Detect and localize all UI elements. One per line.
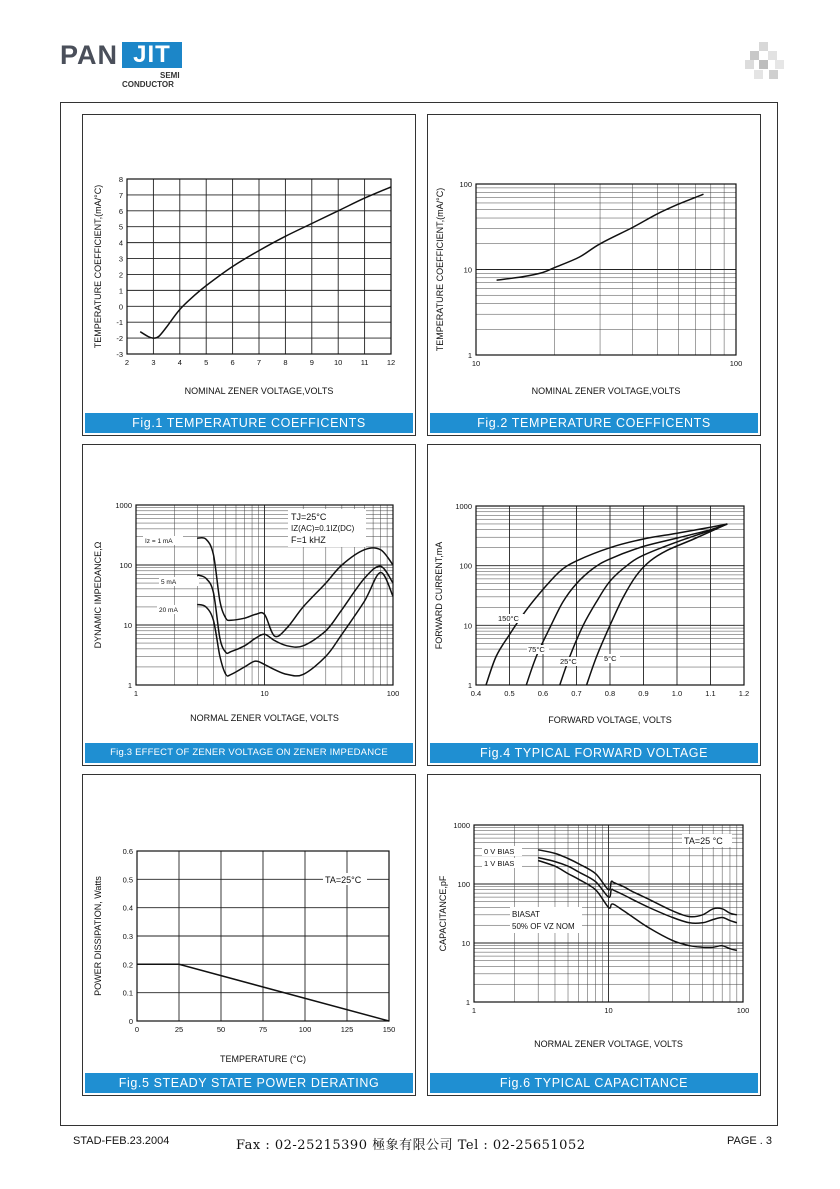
y-tick-label: 1000 [455, 502, 472, 511]
x-tick-label: 10 [604, 1006, 613, 1015]
x-tick-label: 3 [151, 358, 156, 367]
x-tick-label: 0.4 [470, 689, 482, 698]
y-axis-label: TEMPERATURE COEFFICIENT,(mA/°C) [93, 184, 103, 349]
y-tick-label: 100 [459, 561, 472, 571]
series-label: 20 mA [159, 607, 178, 614]
y-tick-label: 100 [459, 180, 472, 189]
x-tick-label: 50 [216, 1025, 226, 1034]
x-tick-label: 75 [258, 1025, 268, 1034]
fig4-caption: Fig.4 TYPICAL FORWARD VOLTAGE [430, 743, 758, 763]
x-tick-label: 2 [124, 358, 130, 367]
y-tick-label: -3 [116, 350, 123, 359]
x-tick-label: 0.7 [571, 689, 582, 698]
x-tick-label: 0.6 [537, 689, 549, 698]
fig2-chart [428, 115, 762, 437]
bias-annotation: BIASAT [512, 910, 540, 919]
y-tick-label: 1 [127, 681, 132, 690]
series-label: 150°C [498, 614, 519, 623]
logo-jit-text: JIT [122, 42, 182, 68]
y-tick-label: 10 [461, 939, 470, 948]
footer-contact: Fax : 02-25215390 極象有限公司 Tel : 02-25651052 [236, 1138, 586, 1153]
x-tick-label: 0 [134, 1025, 140, 1034]
x-tick-label: 1 [133, 689, 139, 698]
x-tick-label: 100 [736, 1006, 750, 1015]
ta-annotation: TA=25 °C [684, 836, 723, 846]
x-tick-label: 25 [174, 1025, 184, 1034]
y-tick-label: 1 [467, 351, 472, 360]
x-axis-label: NORMAL ZENER VOLTAGE, VOLTS [534, 1039, 683, 1049]
iz-annotation: IZ(AC)=0.1IZ(DC) [291, 524, 355, 533]
y-tick-label: 5 [118, 222, 123, 232]
fig6-panel [427, 774, 761, 1096]
y-tick-label: 6 [118, 206, 123, 216]
fig3-panel [82, 444, 416, 766]
fig1-caption: Fig.1 TEMPERATURE COEFFICENTS [85, 413, 413, 433]
series-line [197, 566, 393, 653]
x-axis-label: NOMINAL ZENER VOLTAGE,VOLTS [184, 386, 334, 396]
decorative-squares-icon [745, 42, 785, 82]
y-tick-label: 10 [463, 265, 472, 275]
y-tick-label: 0.6 [122, 847, 133, 856]
series-label: 75°C [528, 645, 545, 654]
y-tick-label: 0 [128, 1017, 133, 1026]
fig5-chart [83, 775, 417, 1097]
fig6-chart [428, 775, 762, 1097]
x-tick-label: 11 [360, 358, 369, 367]
x-tick-label: 10 [334, 358, 343, 367]
y-tick-label: 0 [118, 302, 123, 312]
y-tick-label: 0.1 [122, 988, 133, 998]
x-tick-label: 9 [309, 358, 314, 367]
x-tick-label: 1.0 [671, 689, 683, 698]
y-axis-label: DYNAMIC IMPEDANCE,Ω [93, 541, 103, 649]
x-tick-label: 100 [729, 359, 743, 368]
x-tick-label: 10 [471, 359, 481, 368]
y-tick-label: 2 [118, 270, 123, 280]
x-tick-label: 1.2 [738, 689, 750, 698]
freq-annotation: F=1 kHZ [291, 535, 326, 545]
tj-annotation: TJ=25°C [291, 512, 327, 522]
x-tick-label: 4 [177, 358, 182, 367]
x-tick-label: 5 [204, 358, 209, 367]
y-tick-label: 10 [463, 621, 472, 631]
series-label: 5 mA [161, 579, 177, 586]
fig3-chart [83, 445, 417, 767]
y-tick-label: 3 [118, 254, 123, 264]
logo-conductor-text: CONDUCTOR [122, 80, 174, 89]
x-tick-label: 8 [283, 358, 288, 367]
series-line [140, 187, 391, 338]
fig4-panel [427, 444, 761, 766]
y-axis-label: TEMPERATURE COEFFICIENT,(mA/°C) [435, 187, 445, 352]
series-line [526, 524, 727, 685]
y-tick-label: 1 [118, 286, 123, 296]
x-tick-label: 125 [340, 1025, 354, 1034]
fig5-caption: Fig.5 STEADY STATE POWER DERATING [85, 1073, 413, 1093]
x-tick-label: 6 [230, 358, 235, 367]
y-tick-label: 0.4 [122, 903, 133, 913]
y-tick-label: -2 [116, 334, 123, 344]
x-axis-label: NOMINAL ZENER VOLTAGE,VOLTS [531, 386, 681, 396]
y-tick-label: 0.2 [122, 960, 133, 970]
y-tick-label: -1 [116, 318, 123, 328]
y-tick-label: 4 [118, 238, 123, 248]
y-tick-label: 0.3 [122, 932, 133, 941]
y-axis-label: FORWARD CURRENT,mA [434, 541, 444, 650]
series-label: 25°C [560, 657, 577, 666]
series-label: 0 V BIAS [484, 847, 515, 856]
fig5-panel [82, 774, 416, 1096]
x-tick-label: 7 [256, 358, 262, 367]
logo-pan-text: PAN [60, 40, 119, 70]
series-label: 5°C [604, 654, 617, 663]
x-tick-label: 100 [298, 1025, 312, 1034]
fig6-caption: Fig.6 TYPICAL CAPACITANCE [430, 1073, 758, 1093]
series-line [197, 572, 393, 676]
series-label: Iz = 1 mA [145, 538, 173, 545]
fig1-panel [82, 114, 416, 436]
footer-page: PAGE . 3 [727, 1135, 773, 1147]
x-axis-label: FORWARD VOLTAGE, VOLTS [548, 715, 672, 725]
y-tick-label: 100 [119, 561, 132, 570]
series-line [197, 538, 393, 637]
x-tick-label: 0.8 [604, 689, 616, 698]
x-tick-label: 1 [471, 1006, 477, 1015]
y-tick-label: 7 [118, 190, 123, 200]
x-tick-label: 150 [382, 1025, 396, 1034]
footer-date: STAD-FEB.23.2004 [73, 1135, 170, 1147]
y-axis-label: POWER DISSIPATION, Watts [93, 876, 103, 996]
series-label: 1 V BIAS [484, 859, 515, 868]
fig1-chart [83, 115, 417, 437]
x-tick-label: 12 [386, 358, 396, 367]
fig2-panel [427, 114, 761, 436]
y-tick-label: 1000 [115, 501, 132, 510]
x-tick-label: 0.5 [504, 689, 515, 698]
fig2-caption: Fig.2 TEMPERATURE COEFFICENTS [430, 413, 758, 433]
fig3-caption: Fig.3 EFFECT OF ZENER VOLTAGE ON ZENER IMPEDANCE [85, 743, 413, 763]
y-tick-label: 100 [457, 880, 470, 889]
logo-semi-text: SEMI [160, 71, 180, 80]
y-tick-label: 1000 [453, 821, 470, 830]
x-axis-label: NORMAL ZENER VOLTAGE, VOLTS [190, 713, 339, 723]
x-tick-label: 10 [260, 689, 269, 698]
x-axis-label: TEMPERATURE (°C) [220, 1054, 306, 1064]
y-tick-label: 1 [465, 998, 470, 1007]
ta-annotation: TA=25°C [325, 875, 362, 885]
x-tick-label: 1.1 [705, 689, 716, 698]
x-tick-label: 0.9 [638, 689, 649, 698]
y-tick-label: 1 [467, 681, 472, 690]
x-tick-label: 100 [386, 689, 400, 698]
y-tick-label: 8 [118, 175, 123, 184]
y-axis-label: CAPACITANCE,pF [438, 875, 448, 952]
bias-annotation: 50% OF VZ NOM [512, 922, 575, 931]
fig4-chart [428, 445, 762, 767]
y-tick-label: 10 [123, 621, 132, 630]
y-tick-label: 0.5 [122, 875, 133, 885]
